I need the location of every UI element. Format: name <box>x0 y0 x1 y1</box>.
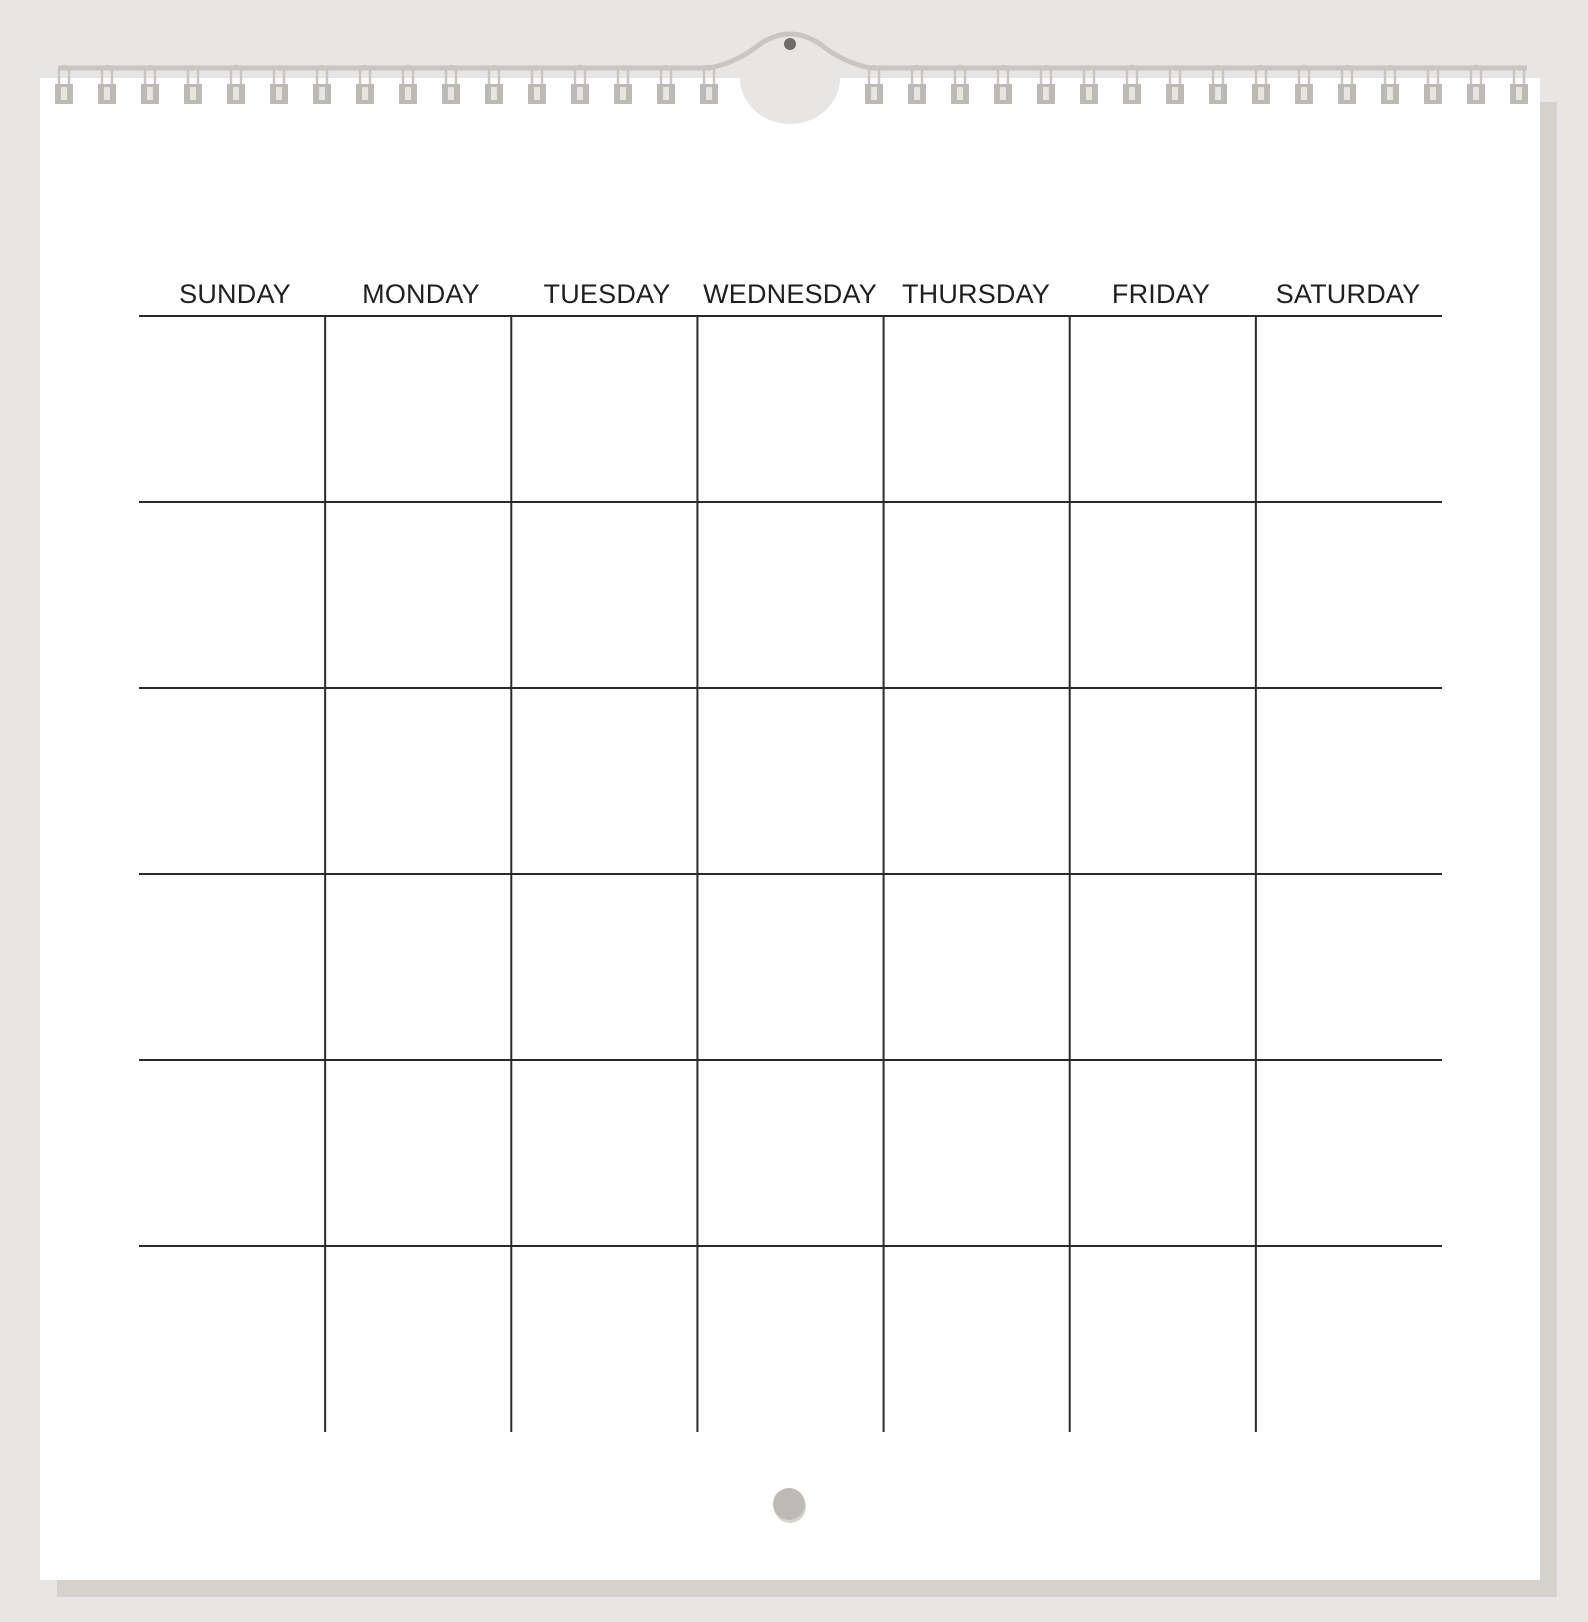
day-cell <box>885 317 1069 501</box>
day-cell <box>885 503 1069 687</box>
day-cell <box>326 503 510 687</box>
day-cell <box>326 1247 510 1431</box>
day-cell <box>326 317 510 501</box>
day-cell <box>885 1061 1069 1245</box>
day-cell <box>885 1247 1069 1431</box>
day-cell <box>1257 317 1441 501</box>
weekday-saturday: SATURDAY <box>1275 279 1421 309</box>
hanging-hole-icon <box>773 1488 805 1520</box>
day-cell <box>1071 1247 1255 1431</box>
day-cell <box>1257 1061 1441 1245</box>
day-cell <box>512 317 696 501</box>
weekday-monday: MONDAY <box>362 279 480 309</box>
weekday-tuesday: TUESDAY <box>543 279 671 309</box>
weekday-wednesday: WEDNESDAY <box>703 279 877 309</box>
day-cell <box>326 689 510 873</box>
day-cell <box>698 317 882 501</box>
weekday-thursday: THURSDAY <box>901 279 1051 309</box>
day-cell <box>512 689 696 873</box>
day-cell <box>512 503 696 687</box>
day-cell <box>1071 317 1255 501</box>
day-cell <box>140 875 324 1059</box>
weekday-sunday: SUNDAY <box>179 279 291 309</box>
day-cell <box>698 1061 882 1245</box>
day-cell <box>140 689 324 873</box>
weekday-friday: FRIDAY <box>1111 279 1211 309</box>
day-cell <box>885 689 1069 873</box>
day-cell <box>885 875 1069 1059</box>
day-cell <box>1071 1061 1255 1245</box>
day-cell <box>140 317 324 501</box>
day-cell <box>1071 689 1255 873</box>
day-cell <box>326 875 510 1059</box>
day-cell <box>698 503 882 687</box>
day-cell <box>512 1061 696 1245</box>
day-cell <box>1071 875 1255 1059</box>
day-cell <box>1257 503 1441 687</box>
day-cell <box>140 503 324 687</box>
day-cell <box>1257 875 1441 1059</box>
day-cell <box>512 1247 696 1431</box>
day-cell <box>698 875 882 1059</box>
day-cell <box>1257 689 1441 873</box>
day-cell <box>1071 503 1255 687</box>
day-cell <box>140 1061 324 1245</box>
day-cell <box>698 689 882 873</box>
day-cell <box>698 1247 882 1431</box>
day-cell <box>326 1061 510 1245</box>
day-cell <box>512 875 696 1059</box>
day-cell <box>140 1247 324 1431</box>
day-cell <box>1257 1247 1441 1431</box>
